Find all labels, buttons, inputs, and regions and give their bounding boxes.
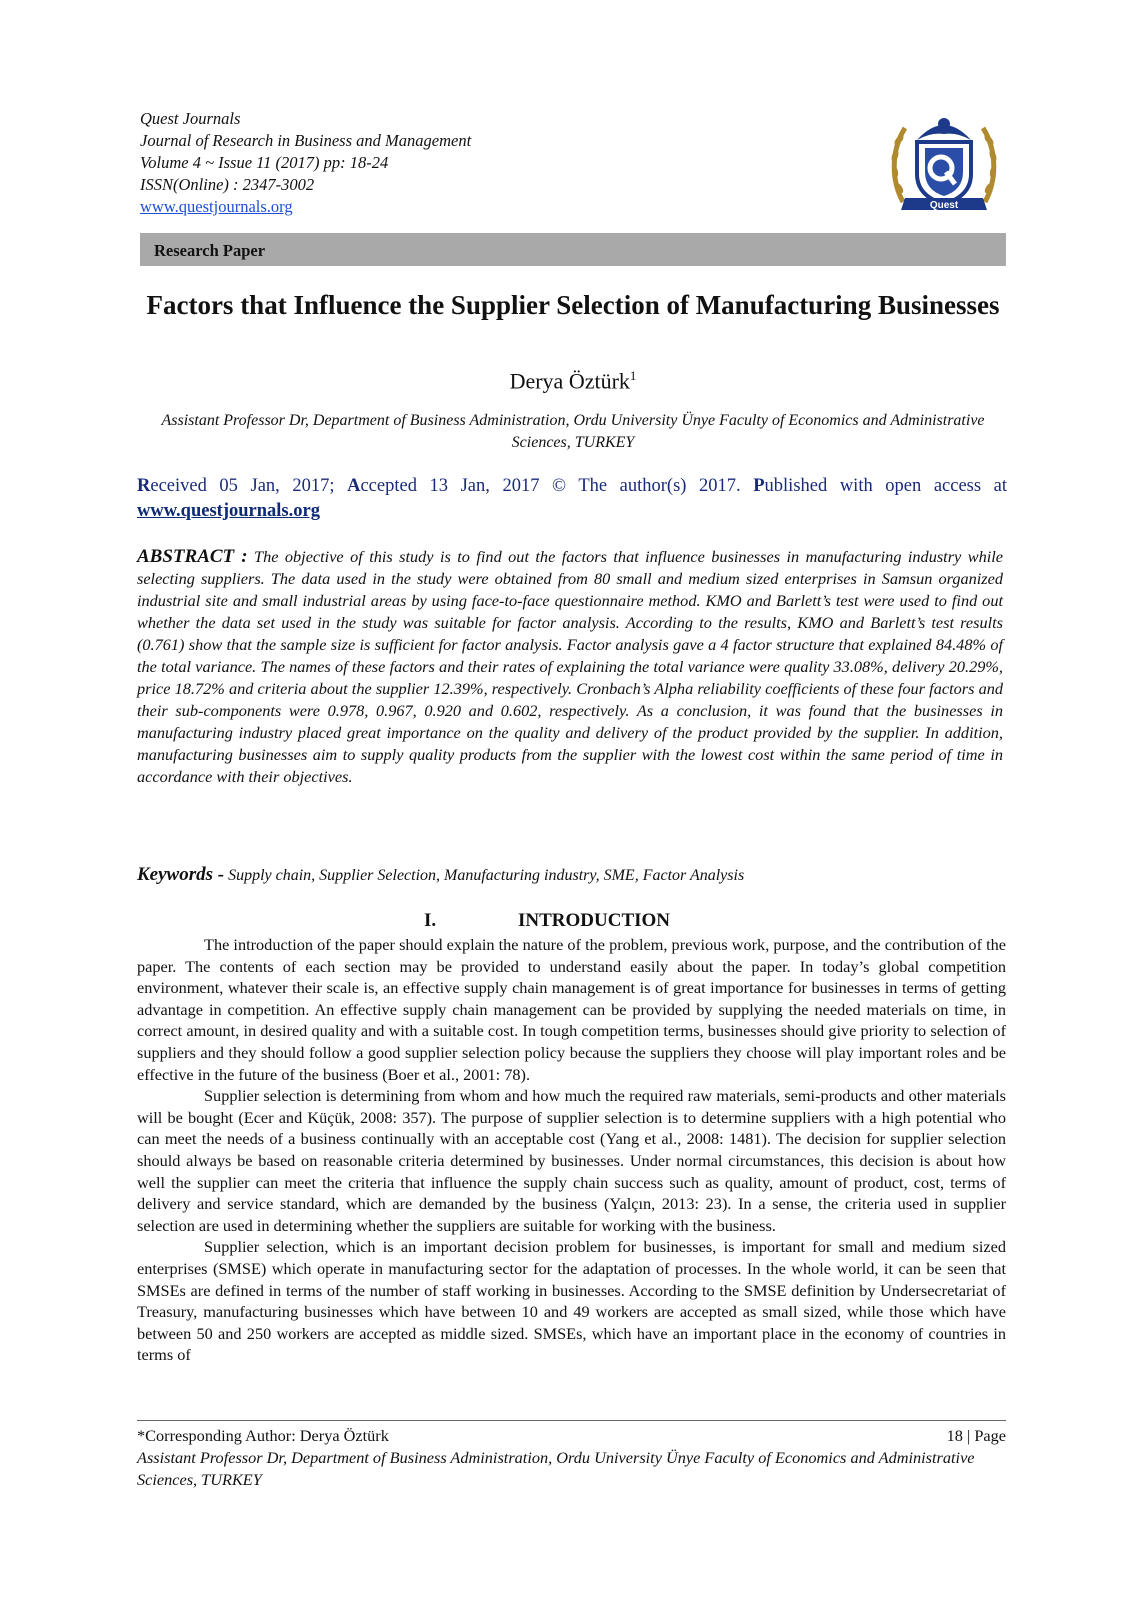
keywords <box>137 864 1003 886</box>
author-name: Derya Öztürk <box>509 368 630 394</box>
section-title: INTRODUCTION <box>518 910 671 931</box>
received-text: eceived 05 Jan, 2017; <box>150 476 348 496</box>
journal-info <box>140 108 471 218</box>
footer-divider <box>137 1420 1006 1421</box>
author-line <box>140 368 1006 394</box>
received-line <box>137 474 1007 524</box>
received-p: P <box>753 476 765 496</box>
logo-text: Quest <box>929 200 959 211</box>
abstract-label: ABSTRACT : <box>137 546 248 567</box>
corresponding-author: *Corresponding Author: Derya Öztürk <box>137 1426 389 1445</box>
accepted-text: ccepted 13 Jan, 2017 © The author(s) 2017. <box>360 476 754 496</box>
journal-name: Journal of Research in Business and Management <box>140 131 472 150</box>
intro-paragraph: Supplier selection, which is an important decision problem for businesses, is important for small and medium sized enterprises (SMSE) which operate in manufacturing sector for the adaptation of processes. In the whole world, it can be seen that SMSEs are defined in terms of the number of staff working in businesses. According to the SMSE definition by Undersecretariat of Treasury, manufacturing businesses which have between 10 and 49 workers are accepted as small sized, while those which have between 50 and 250 workers are accepted as middle sized. SMSEs, which have an important place in the economy of countries in terms of <box>137 1237 1006 1365</box>
page-number: 18 | Page <box>946 1426 1006 1445</box>
section-type-label: Research Paper <box>154 241 266 260</box>
author-affiliation: Assistant Professor Dr, Department of Business Administration, Ordu University Ünye Faculty of Economics and Administrative Sciences, TURKEY <box>161 412 985 451</box>
published-text: ublished with open access at <box>764 476 1007 496</box>
intro-paragraph: The introduction of the paper should explain the nature of the problem, previous work, purpose, and the contribution of the paper. The contents of each section may be provided to understand easily about the paper. In today’s global competition environment, whatever their scale is, an effective supply chain management is of great importance for businesses in terms of getting advantage in competition. An effective supply chain management can be provided by supplying the needed materials on time, in correct amount, in desired quality and with a suitable cost. In tough competition terms, businesses should give priority to selection of suppliers and they should follow a good supplier selection policy because the suppliers they choose will play important roles and be effective in the future of the business (Boer et al., 2001: 78). <box>137 935 1006 1084</box>
abstract-text: The objective of this study is to find out the factors that influence businesses in manufacturing industry while selecting suppliers. The data used in the study were obtained from 80 small and medium sized enterprises in Samsun organized industrial site and small industrial areas by using face-to-face questionnaire method. KMO and Barlett’s test were used to find out whether the data set used in the study was suitable for factor analysis. According to the results, KMO and Barlett’s test results (0.761) show that the sample size is sufficient for factor analysis. Factor analysis gave a 4 factor structure that explained 84.48% of the total variance. The names of these factors and their rates of explaining the total variance were quality 33.08%, delivery 20.29%, price 18.72% and criteria about the supplier 12.39%, respectively. Cronbach’s Alpha reliability coefficients of these four factors and their sub-components were 0.978, 0.967, 0.920 and 0.602, respectively. As a conclusion, it was found that the businesses in manufacturing industry placed great importance on the quality and delivery of the product provided by the supplier. In addition, manufacturing businesses aim to supply quality products from the supplier with the lowest cost within the same period of time in accordance with their objectives. <box>137 547 1003 786</box>
keywords-label: Keywords - <box>137 864 225 885</box>
author-superscript: 1 <box>629 368 637 383</box>
section-number: I. <box>424 910 437 931</box>
section-type-bar <box>140 233 1006 266</box>
intro-paragraph: Supplier selection is determining from whom and how much the required raw materials, semi-products and other materials will be bought (Ecer and Küçük, 2008: 357). The purpose of supplier selection is to determine suppliers with a high potential who can meet the needs of a business continually with an acceptable cost (Yang et al., 2008: 1481). The decision for supplier selection should always be based on reasonable criteria determined by businesses. Under normal circumstances, this decision is about how well the supplier can meet the criteria that influence the supply chain success such as quality, amount of product, cost, terms of delivery and service standard, which are demanded by the business (Yalçın, 2013: 23). In a sense, the criteria used in supplier selection are used in determining whether the suppliers are suitable for working with the business. <box>137 1086 1006 1235</box>
quest-logo-icon <box>883 110 1005 218</box>
page-footer <box>137 1425 1006 1491</box>
paper-title: Factors that Influence the Supplier Selection of Manufacturing Businesses <box>146 290 1000 320</box>
open-access-url-link[interactable]: www.questjournals.org <box>137 501 320 521</box>
journal-url-link[interactable]: www.questjournals.org <box>140 197 293 216</box>
publisher-name: Quest Journals <box>140 109 241 128</box>
received-a: A <box>347 476 361 496</box>
issn: ISSN(Online) : 2347-3002 <box>140 175 315 194</box>
footer-affiliation: Assistant Professor Dr, Department of Business Administration, Ordu University Ünye Faculty of Economics and Administrative Sciences, TURKEY <box>137 1448 975 1489</box>
introduction-body <box>137 934 1006 1366</box>
received-r: R <box>137 476 151 496</box>
abstract <box>137 546 1003 788</box>
keywords-text: Supply chain, Supplier Selection, Manufacturing industry, SME, Factor Analysis <box>224 867 745 884</box>
volume-info: Volume 4 ~ Issue 11 (2017) pp: 18-24 <box>140 153 389 172</box>
